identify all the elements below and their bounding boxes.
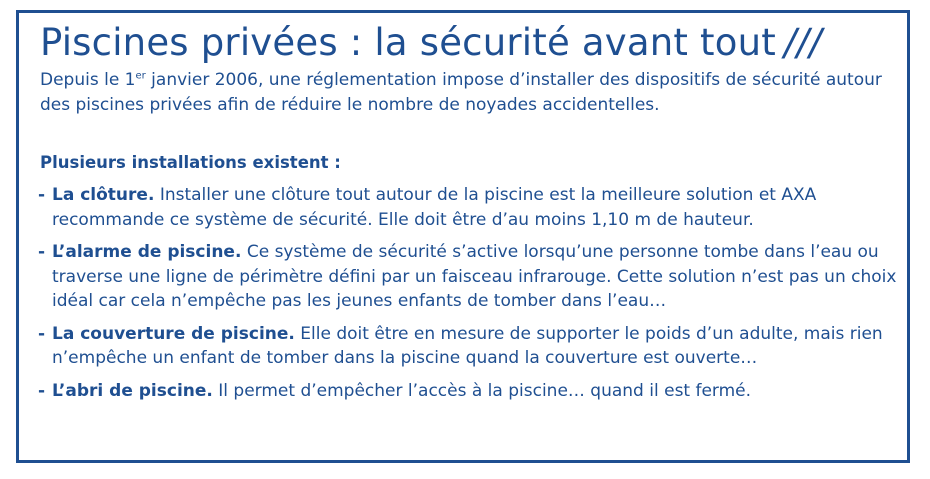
page-title	[40, 19, 822, 67]
intro-suffix: janvier 2006, une réglementation impose d’installer des dispositifs de sécurité autour des piscines privées afin de réduire le nombre de noyades accidentelles.	[40, 70, 882, 115]
content-frame	[16, 10, 910, 463]
list-item-alarme	[38, 240, 906, 314]
list-item-abri	[38, 379, 906, 404]
item-text: Installer une clôture tout autour de la piscine est la meilleure solution et AXA recommande ce système de sécurité. Elle doit être d’au moins 1,10 m de hauteur.	[52, 185, 817, 230]
list-dash: -	[38, 185, 46, 205]
item-label: La couverture de piscine.	[52, 323, 295, 344]
intro-prefix: Depuis le 1	[40, 70, 136, 90]
item-label: L’abri de piscine.	[52, 380, 213, 401]
item-text: Il permet d’empêcher l’accès à la piscine… quand il est fermé.	[212, 380, 752, 401]
installations-list	[38, 183, 906, 411]
list-dash: -	[38, 323, 46, 344]
list-item-cloture	[38, 183, 906, 232]
subheading: Plusieurs installations existent :	[40, 153, 341, 172]
intro-paragraph	[40, 68, 890, 117]
list-dash: -	[38, 380, 46, 401]
item-label: L’alarme de piscine.	[52, 242, 242, 262]
title-text: Piscines privées : la sécurité avant tout	[40, 21, 776, 64]
item-text: Elle doit être en mesure de supporter le poids d’un adulte, mais rien n’empêche un enfant de tomber dans la piscine quand la couverture est ouverte…	[52, 323, 883, 368]
item-text: Ce système de sécurité s’active lorsqu’une personne tombe dans l’eau ou traverse une ligne de périmètre défini par un faisceau infrarouge. Cette solution n’est pas un choix idéal car cela n’empêche pas les jeunes enfants de tomber dans l’eau…	[52, 242, 897, 311]
item-label: La clôture.	[52, 185, 155, 205]
intro-superscript: er	[135, 70, 146, 82]
title-decoration: ///	[783, 21, 822, 64]
list-dash: -	[38, 242, 46, 262]
list-item-couverture	[38, 322, 906, 371]
